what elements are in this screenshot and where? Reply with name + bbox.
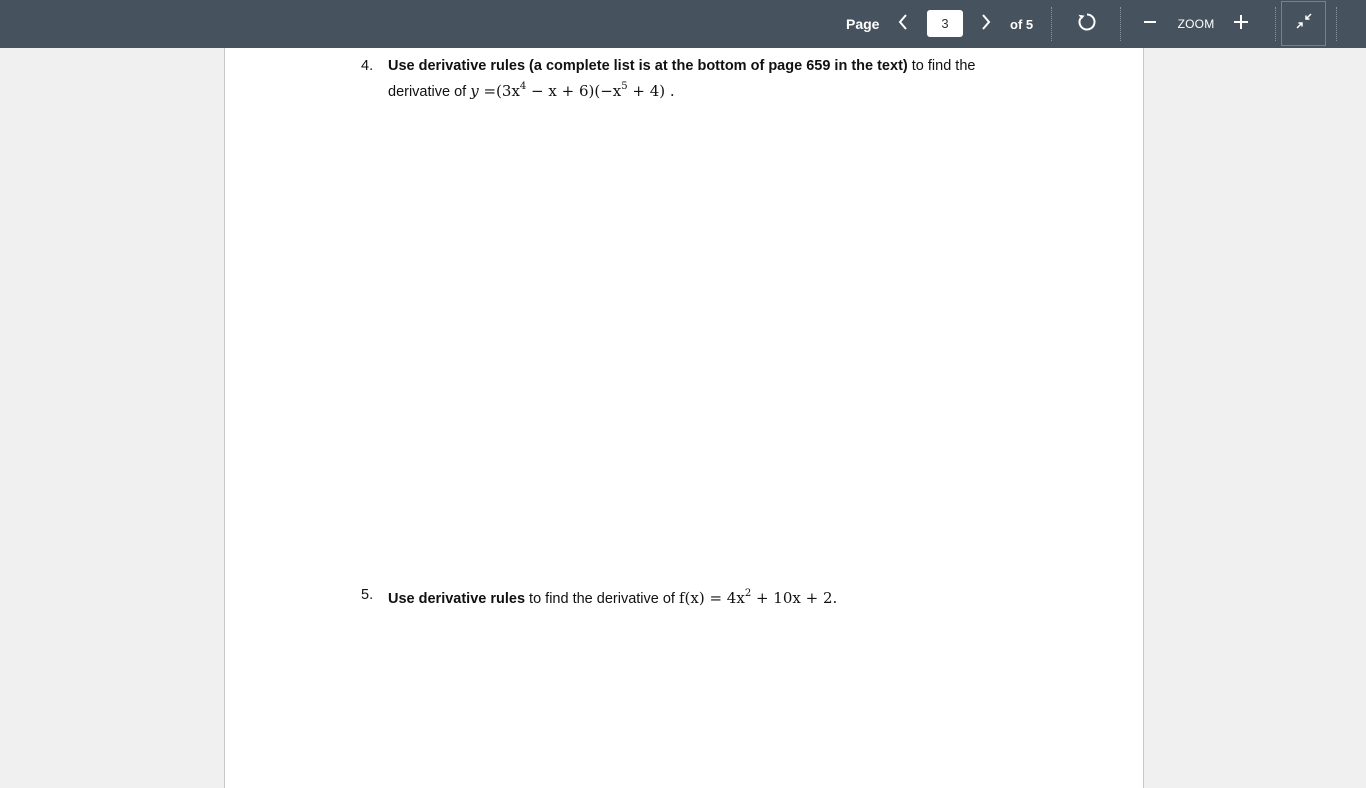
equation-part: (3x — [496, 82, 520, 100]
previous-page-button[interactable] — [892, 0, 914, 48]
question-line-1 — [388, 584, 837, 610]
equation-part: + 10x + 2. — [751, 589, 838, 607]
collapse-fullscreen-button[interactable] — [1281, 1, 1326, 46]
question-line-2 — [388, 77, 975, 103]
question-text-after-bold: to find the derivative of — [525, 591, 679, 607]
equation-part: + 4) — [627, 82, 666, 100]
equation-part: f(x) = 4x — [678, 589, 745, 607]
question-instruction-bold: Use derivative rules (a complete list is at the bottom of page 659 in the text) — [388, 58, 908, 74]
question-line-1 — [388, 55, 975, 77]
question-text-after-bold: to find the — [907, 58, 976, 74]
equation-lhs: y — [470, 82, 479, 100]
question-instruction-bold: Use derivative rules — [388, 591, 526, 607]
equation — [679, 589, 837, 607]
page-label: Page — [846, 16, 880, 32]
toolbar-divider — [1051, 7, 1052, 41]
chevron-left-icon — [898, 14, 908, 35]
equation-part: − x + 6)(−x — [526, 82, 622, 100]
question-number: 4. — [361, 58, 374, 74]
question-number: 5. — [361, 587, 374, 603]
equation — [470, 82, 674, 100]
zoom-label: ZOOM — [1177, 17, 1215, 31]
equation-equals: = — [478, 82, 497, 100]
toolbar-divider — [1120, 7, 1121, 41]
zoom-in-button[interactable] — [1229, 0, 1253, 48]
question-text — [388, 55, 975, 103]
equation-end: . — [665, 82, 675, 100]
document-page — [224, 48, 1144, 788]
viewer-toolbar — [0, 0, 1366, 48]
rotate-icon — [1077, 12, 1097, 37]
page-total-label: of 5 — [1010, 16, 1034, 32]
equation-exponent: 5 — [621, 81, 628, 92]
question-text — [388, 584, 837, 610]
rotate-button[interactable] — [1073, 0, 1101, 48]
question-text-line2: derivative of — [388, 84, 471, 100]
page-number-input[interactable] — [927, 10, 963, 37]
equation-exponent: 2 — [744, 588, 752, 599]
equation-exponent: 4 — [519, 81, 527, 92]
zoom-out-button[interactable] — [1139, 0, 1161, 48]
plus-icon — [1233, 14, 1249, 35]
chevron-right-icon — [981, 14, 991, 35]
next-page-button[interactable] — [975, 0, 997, 48]
collapse-icon — [1295, 12, 1313, 35]
minus-icon — [1143, 15, 1157, 34]
toolbar-divider — [1336, 7, 1337, 41]
toolbar-divider — [1275, 7, 1276, 41]
